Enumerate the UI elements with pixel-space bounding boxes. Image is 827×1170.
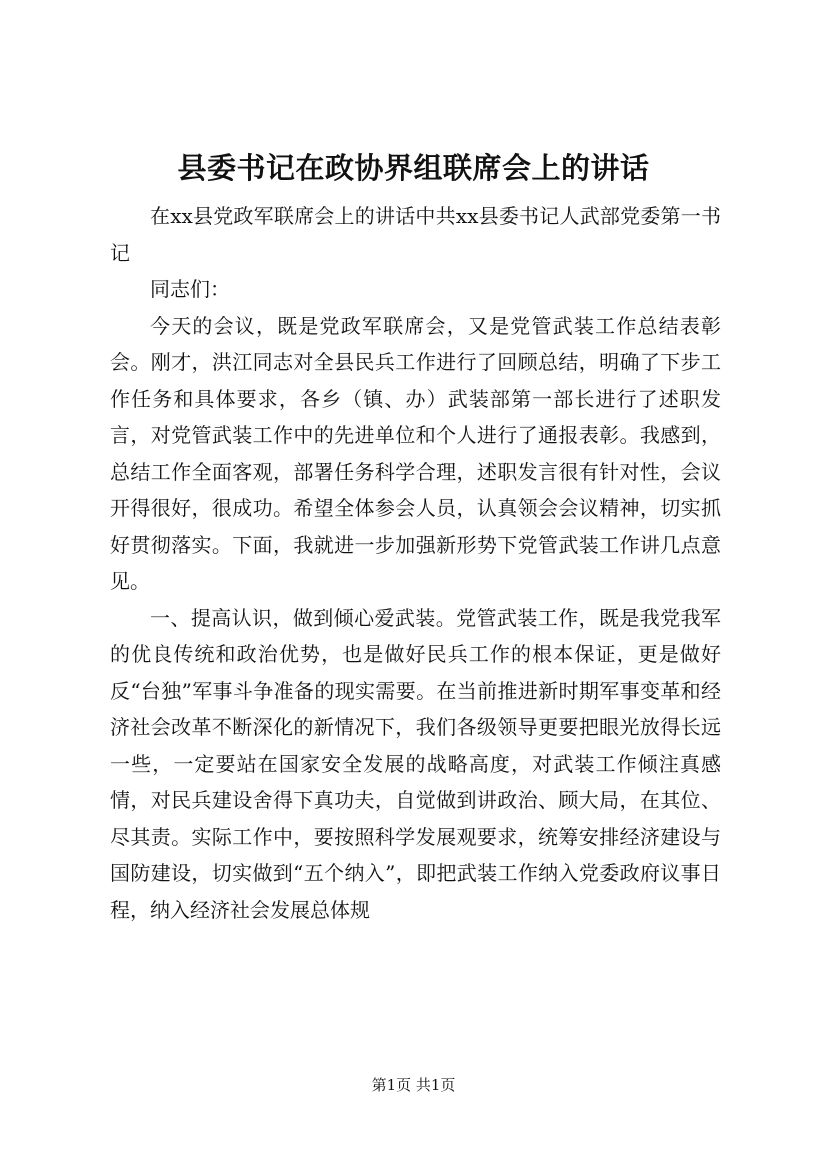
paragraph-salutation: 同志们： [150, 277, 230, 301]
paragraph-intro: 在xx县党政军联席会上的讲话中共xx县委书记人武部党委第一书记 [110, 204, 721, 265]
paragraph-opening: 今天的会议，既是党政军联席会，又是党管武装工作总结表彰会。刚才，洪江同志对全县民兵工作进行了回顾总结，明确了下步工作任务和具体要求，各乡（镇、办）武装部第一部长进行了述职发言，对党管武装工作中的先进单位和个人进行了通报表彰。我感到，总结工作全面客观，部署任务科学合理，述职发言很有针对性，会议开得很好，很成功。希望全体参会人员，认真领会会议精神，切实抓好贯彻落实。下面，我就进一步加强新形势下党管武装工作讲几点意见。 [110, 313, 721, 593]
paragraph-section-one: 一、提高认识，做到倾心爱武装。党管武装工作，既是我党我军的优良传统和政治优势，也是做好民兵工作的根本保证，更是做好反“台独”军事斗争准备的现实需要。在当前推进新时期军事变革和经济社会改革不断深化的新情况下，我们各级领导更要把眼光放得长远一些，一定要站在国家安全发展的战略高度，对武装工作倾注真感情，对民兵建设舍得下真功夫，自觉做到讲政治、顾大局，在其位、尽其责。实际工作中，要按照科学发展观要求，统筹安排经济建设与国防建设，切实做到“五个纳入”，即把武装工作纳入党委政府议事日程，纳入经济社会发展总体规 [110, 605, 721, 922]
document-body [110, 198, 721, 928]
page-footer: 第1页 共1页 [371, 1076, 456, 1094]
document-title: 县委书记在政协界组联席会上的讲话 [177, 151, 650, 185]
